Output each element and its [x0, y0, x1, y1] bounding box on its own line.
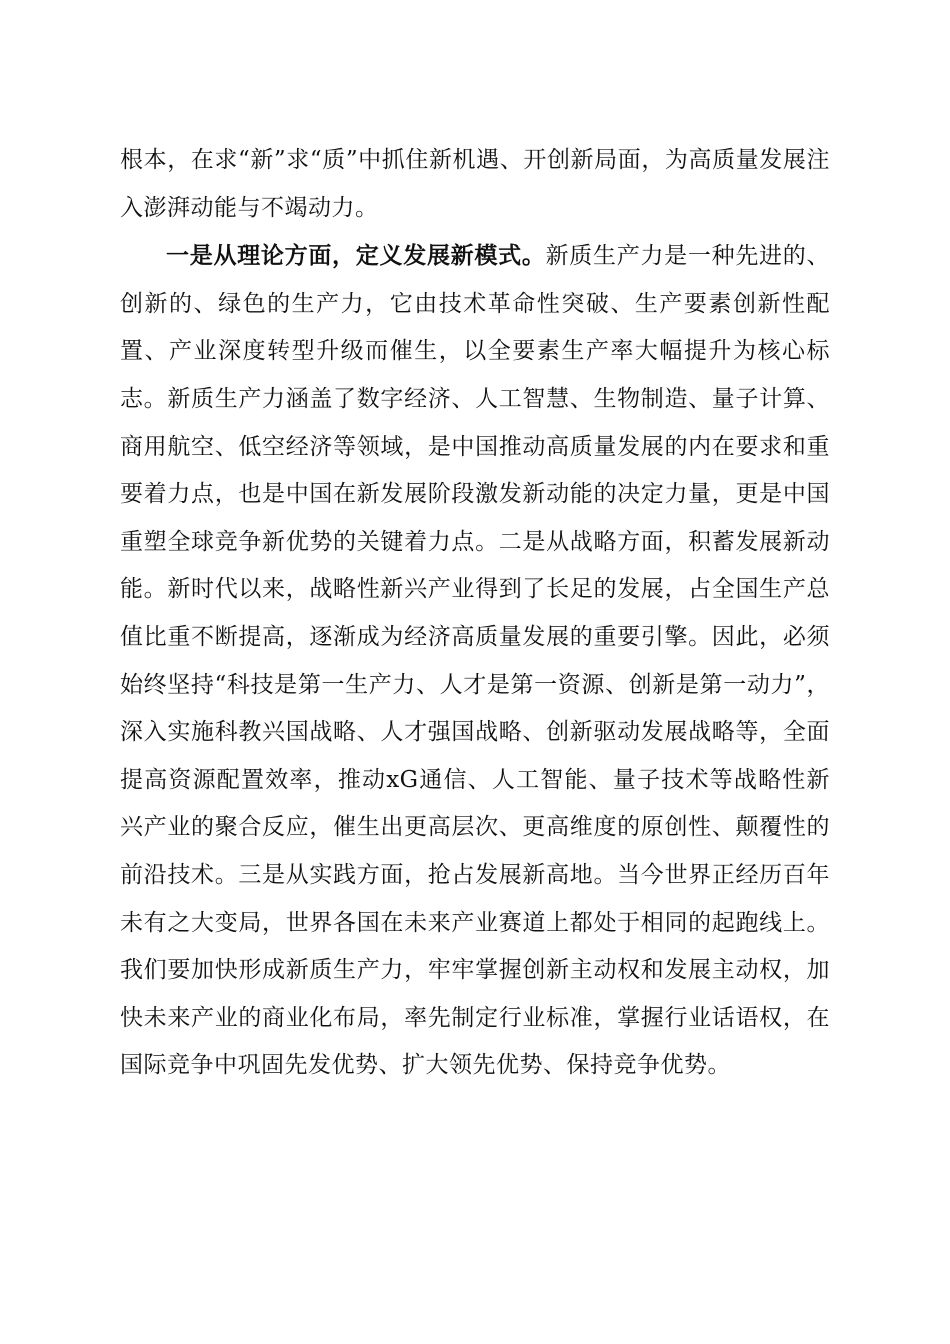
paragraph-points	[120, 232, 830, 1090]
paragraph-lead-heading: 一是从理论方面，定义发展新模式。	[166, 242, 546, 270]
paragraph-body-text: 新质生产力是一种先进的、创新的、绿色的生产力，它由技术革命性突破、生产要素创新性配置、产业深度转型升级而催生，以全要素生产率大幅提升为核心标志。新质生产力涵盖了数字经济、人工智慧、生物制造、量子计算、商用航空、低空经济等领域，是中国推动高质量发展的内在要求和重要着力点，也是中国在新发展阶段激发新动能的决定力量，更是中国重塑全球竞争新优势的关键着力点。二是从战略方面，积蓄发展新动能。新时代以来，战略性新兴产业得到了长足的发展，占全国生产总值比重不断提高，逐渐成为经济高质量发展的重要引擎。因此，必须始终坚持“科技是第一生产力、人才是第一资源、创新是第一动力”，深入实施科教兴国战略、人才强国战略、创新驱动发展战略等，全面提高资源配置效率，推动xG通信、人工智能、量子技术等战略性新兴产业的聚合反应，催生出更高层次、更高维度的原创性、颠覆性的前沿技术。三是从实践方面，抢占发展新高地。当今世界正经历百年未有之大变局，世界各国在未来产业赛道上都处于相同的起跑线上。我们要加快形成新质生产力，牢牢掌握创新主动权和发展主动权，加快未来产业的商业化布局，率先制定行业标准，掌握行业话语权，在国际竞争中巩固先发优势、扩大领先优势、保持竞争优势。	[120, 243, 831, 1079]
paragraph-continuation: 根本，在求“新”求“质”中抓住新机遇、开创新局面，为高质量发展注入澎湃动能与不竭动力。	[120, 147, 830, 221]
document-body	[120, 137, 830, 1090]
